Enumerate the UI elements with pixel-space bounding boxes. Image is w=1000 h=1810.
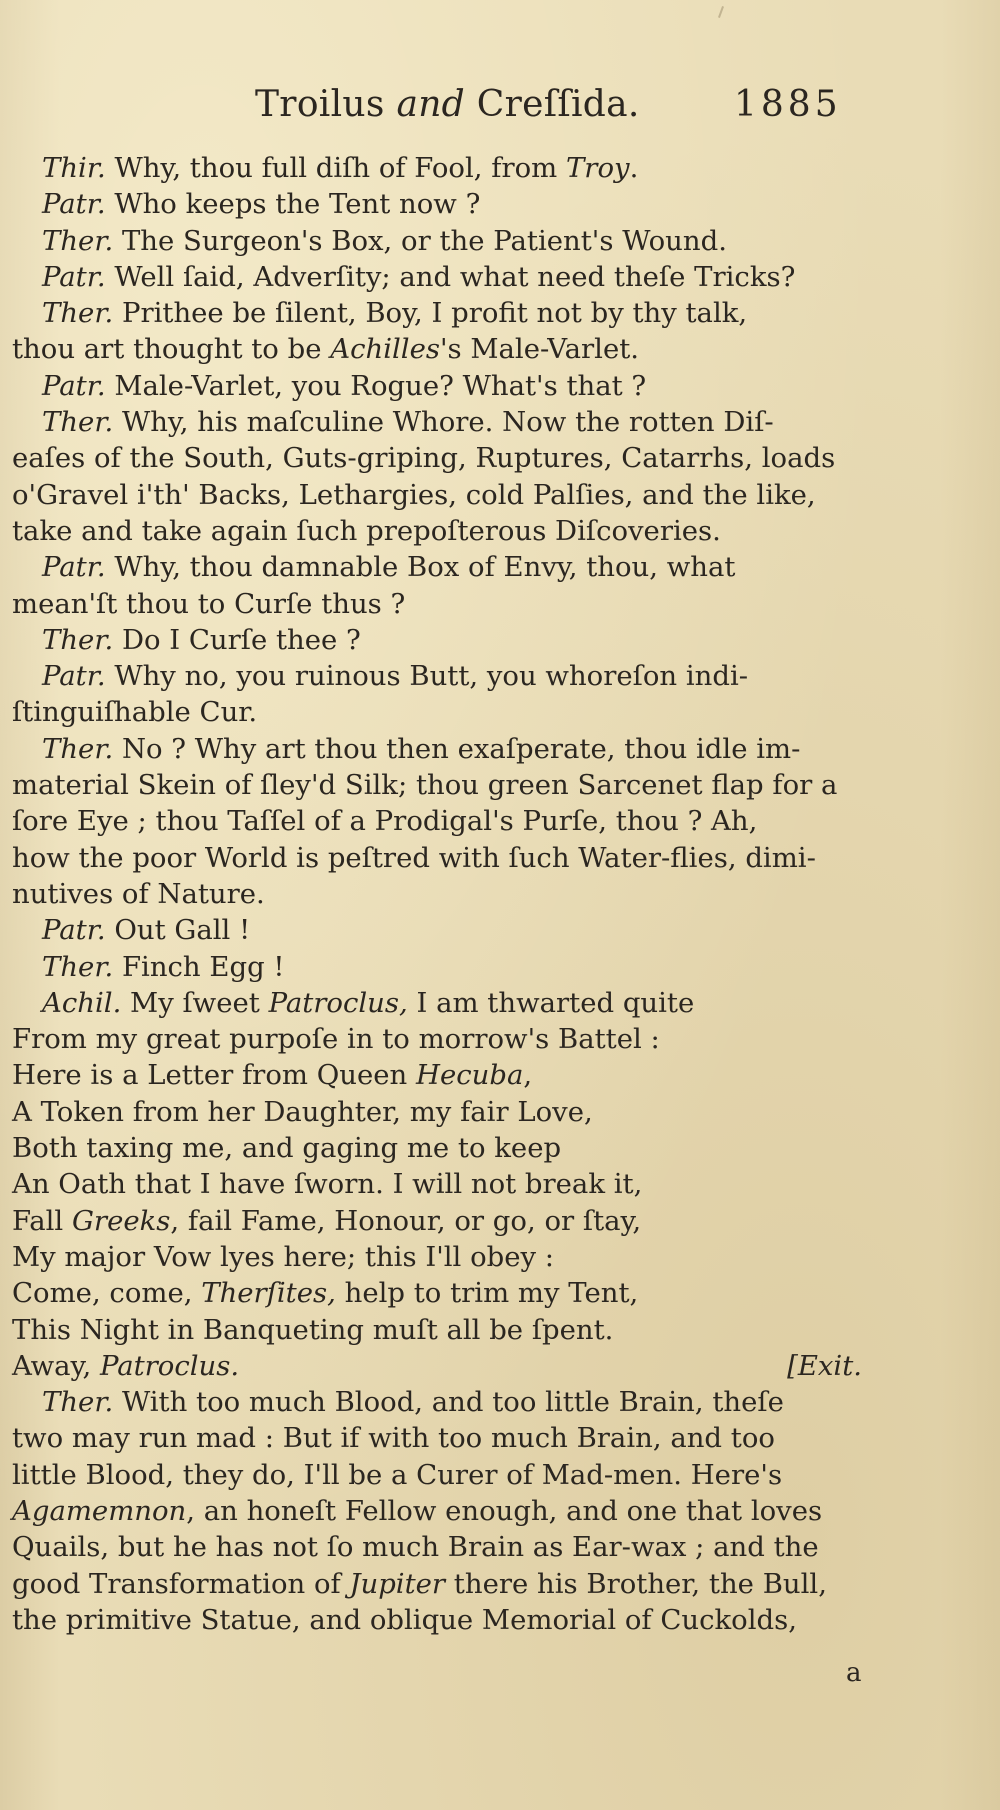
speaker-name: Achil. (42, 986, 122, 1019)
line-text: good Transformation of (12, 1567, 350, 1600)
text-line (12, 368, 862, 404)
italic-name: Hecuba (415, 1059, 524, 1092)
line-text: Who keeps the Tent now ? (105, 188, 481, 221)
text-line (12, 186, 862, 222)
text-line (12, 1094, 862, 1130)
line-text: An Oath that I have ſworn. I will not break it, (12, 1168, 643, 1201)
line-text: Prithee be ſilent, Boy, I profit not by thy talk, (113, 297, 748, 330)
line-text: ſtinguiſhable Cur. (12, 696, 258, 729)
play-text (12, 150, 862, 1638)
speaker-name: Ther. (42, 406, 114, 439)
text-line (12, 731, 862, 767)
line-text: Do I Curſe thee ? (113, 623, 361, 656)
speaker-name: Ther. (42, 224, 114, 257)
line-text: . (629, 152, 639, 184)
speaker-name: Patr. (42, 369, 106, 402)
text-line (12, 1021, 862, 1057)
text-line (12, 259, 862, 295)
title-part: Creſſida. (465, 84, 640, 125)
line-text: My major Vow lyes here; this I'll obey : (12, 1240, 555, 1273)
speaker-name: Thir. (42, 152, 106, 184)
italic-name: Jupiter (349, 1567, 446, 1600)
speaker-name: Ther. (42, 950, 114, 983)
text-line (12, 1275, 862, 1311)
text-line (12, 622, 862, 658)
line-text: Why no, you ruinous Butt, you whoreſon indi- (105, 660, 749, 693)
page-number: 1885 (734, 84, 842, 125)
line-text: , an honeſt Fellow enough, and one that loves (186, 1494, 823, 1527)
line-text: take and take again ſuch prepoſterous Diſcoveries. (12, 514, 721, 547)
speaker-name: Ther. (42, 732, 114, 765)
line-text: help to trim my Tent, (335, 1277, 639, 1310)
italic-name: Agamemnon (12, 1494, 187, 1527)
line-text: Here is a Letter from Queen (12, 1059, 416, 1092)
text-line (12, 1130, 862, 1166)
line-text: 's Male-Varlet. (439, 333, 640, 366)
line-text: Why, thou damnable Box of Envy, thou, what (105, 551, 736, 584)
text-line (12, 1203, 862, 1239)
line-text: thou art thought to be (12, 333, 331, 366)
line-text: With too much Blood, and too little Brain, theſe (113, 1386, 784, 1419)
text-line (12, 1166, 862, 1202)
text-line (12, 1602, 862, 1638)
line-text: Why, thou full diſh of Fool, from (105, 152, 566, 184)
text-line (12, 1566, 862, 1602)
line-text: Quails, but he has not ſo much Brain as Ear-wax ; and the (12, 1531, 819, 1564)
speaker-name: Patr. (42, 660, 106, 693)
text-line (12, 1384, 862, 1420)
text-line (12, 803, 862, 839)
running-title (255, 84, 640, 125)
title-part: Troilus (255, 84, 397, 125)
line-text: little Blood, they do, I'll be a Curer of Mad-men. Here's (12, 1458, 783, 1491)
text-line (12, 1312, 862, 1348)
text-line (12, 223, 862, 259)
line-text: Away, (12, 1349, 100, 1382)
text-line (12, 150, 862, 186)
line-text: the primitive Statue, and oblique Memorial of Cuckolds, (12, 1603, 797, 1636)
line-text: there his Brother, the Bull, (445, 1567, 827, 1600)
text-line (12, 1057, 862, 1093)
stage-direction: [Exit. (787, 1349, 862, 1382)
speaker-name: Ther. (42, 297, 114, 330)
text-line (12, 549, 862, 585)
line-text: The Surgeon's Box, or the Patient's Wound. (113, 224, 727, 257)
line-text: Out Gall ! (105, 914, 251, 947)
italic-name: Achilles (330, 333, 440, 366)
text-line (12, 404, 862, 440)
speaker-name: Patr. (42, 551, 106, 584)
italic-name: Troy (565, 152, 630, 184)
text-line (12, 876, 862, 912)
line-text: Both taxing me, and gaging me to keep (12, 1132, 562, 1165)
line-text: , (523, 1059, 533, 1092)
text-line (12, 1420, 862, 1456)
line-text: eaſes of the South, Guts-griping, Ruptures, Catarrhs, loads (12, 442, 836, 475)
text-line (12, 949, 862, 985)
text-line (12, 1239, 862, 1275)
line-text: how the poor World is peſtred with ſuch Water-flies, dimi- (12, 841, 816, 874)
speaker-name: Patr. (42, 914, 106, 947)
text-line (12, 658, 862, 694)
line-text: I am thwarted quite (407, 986, 695, 1019)
text-line (12, 513, 862, 549)
text-line (12, 1457, 862, 1493)
line-text: This Night in Banqueting muſt all be ſpent. (12, 1313, 614, 1346)
text-line (12, 840, 862, 876)
line-text: Why, his maſculine Whore. Now the rotten Diſ- (113, 406, 774, 439)
italic-name: Greeks (71, 1204, 171, 1237)
line-text: , fail Fame, Honour, or go, or ſtay, (170, 1204, 642, 1237)
line-text: Well ſaid, Adverſity; and what need theſe Tricks? (105, 260, 796, 293)
speaker-name: Ther. (42, 623, 114, 656)
line-text: o'Gravel i'th' Backs, Lethargies, cold Palſies, and the like, (12, 478, 816, 511)
speaker-name: Ther. (42, 1386, 114, 1419)
line-text: two may run mad : But if with too much Brain, and too (12, 1422, 775, 1455)
text-line (12, 1493, 862, 1529)
italic-name: Patroclus, (268, 986, 408, 1019)
text-line (12, 985, 862, 1021)
line-text: mean'ſt thou to Curſe thus ? (12, 587, 406, 620)
title-italic: and (396, 84, 466, 125)
italic-name: Therſites, (201, 1277, 336, 1310)
line-text: Fall (12, 1204, 72, 1237)
line-text: material Skein of ſley'd Silk; thou green Sarcenet flap for a (12, 769, 838, 802)
line-text: My ſweet (121, 986, 269, 1019)
line-text: Come, come, (12, 1277, 202, 1310)
line-text: No ? Why art thou then exaſperate, thou idle im- (113, 732, 801, 765)
text-line (12, 331, 862, 367)
text-line (12, 1529, 862, 1565)
line-text: From my great purpoſe in to morrow's Battel : (12, 1023, 660, 1056)
line-text: Finch Egg ! (113, 950, 285, 983)
speaker-name: Patr. (42, 260, 106, 293)
text-line (12, 912, 862, 948)
italic-name: Patroclus. (99, 1349, 240, 1382)
line-text: ſore Eye ; thou Taſſel of a Prodigal's Purſe, thou ? Ah, (12, 805, 758, 838)
text-line (12, 295, 862, 331)
text-line (12, 440, 862, 476)
text-line (12, 477, 862, 513)
page-header (0, 84, 1000, 134)
text-line (12, 586, 862, 622)
line-text: A Token from her Daughter, my fair Love, (12, 1095, 593, 1128)
line-text: nutives of Nature. (12, 877, 265, 910)
text-line (12, 767, 862, 803)
line-text: Male-Varlet, you Rogue? What's that ? (105, 369, 647, 402)
catchword: a (846, 1658, 862, 1688)
text-line (12, 694, 862, 730)
paper-blemish (718, 6, 724, 18)
speaker-name: Patr. (42, 188, 106, 221)
text-line (12, 1348, 862, 1384)
